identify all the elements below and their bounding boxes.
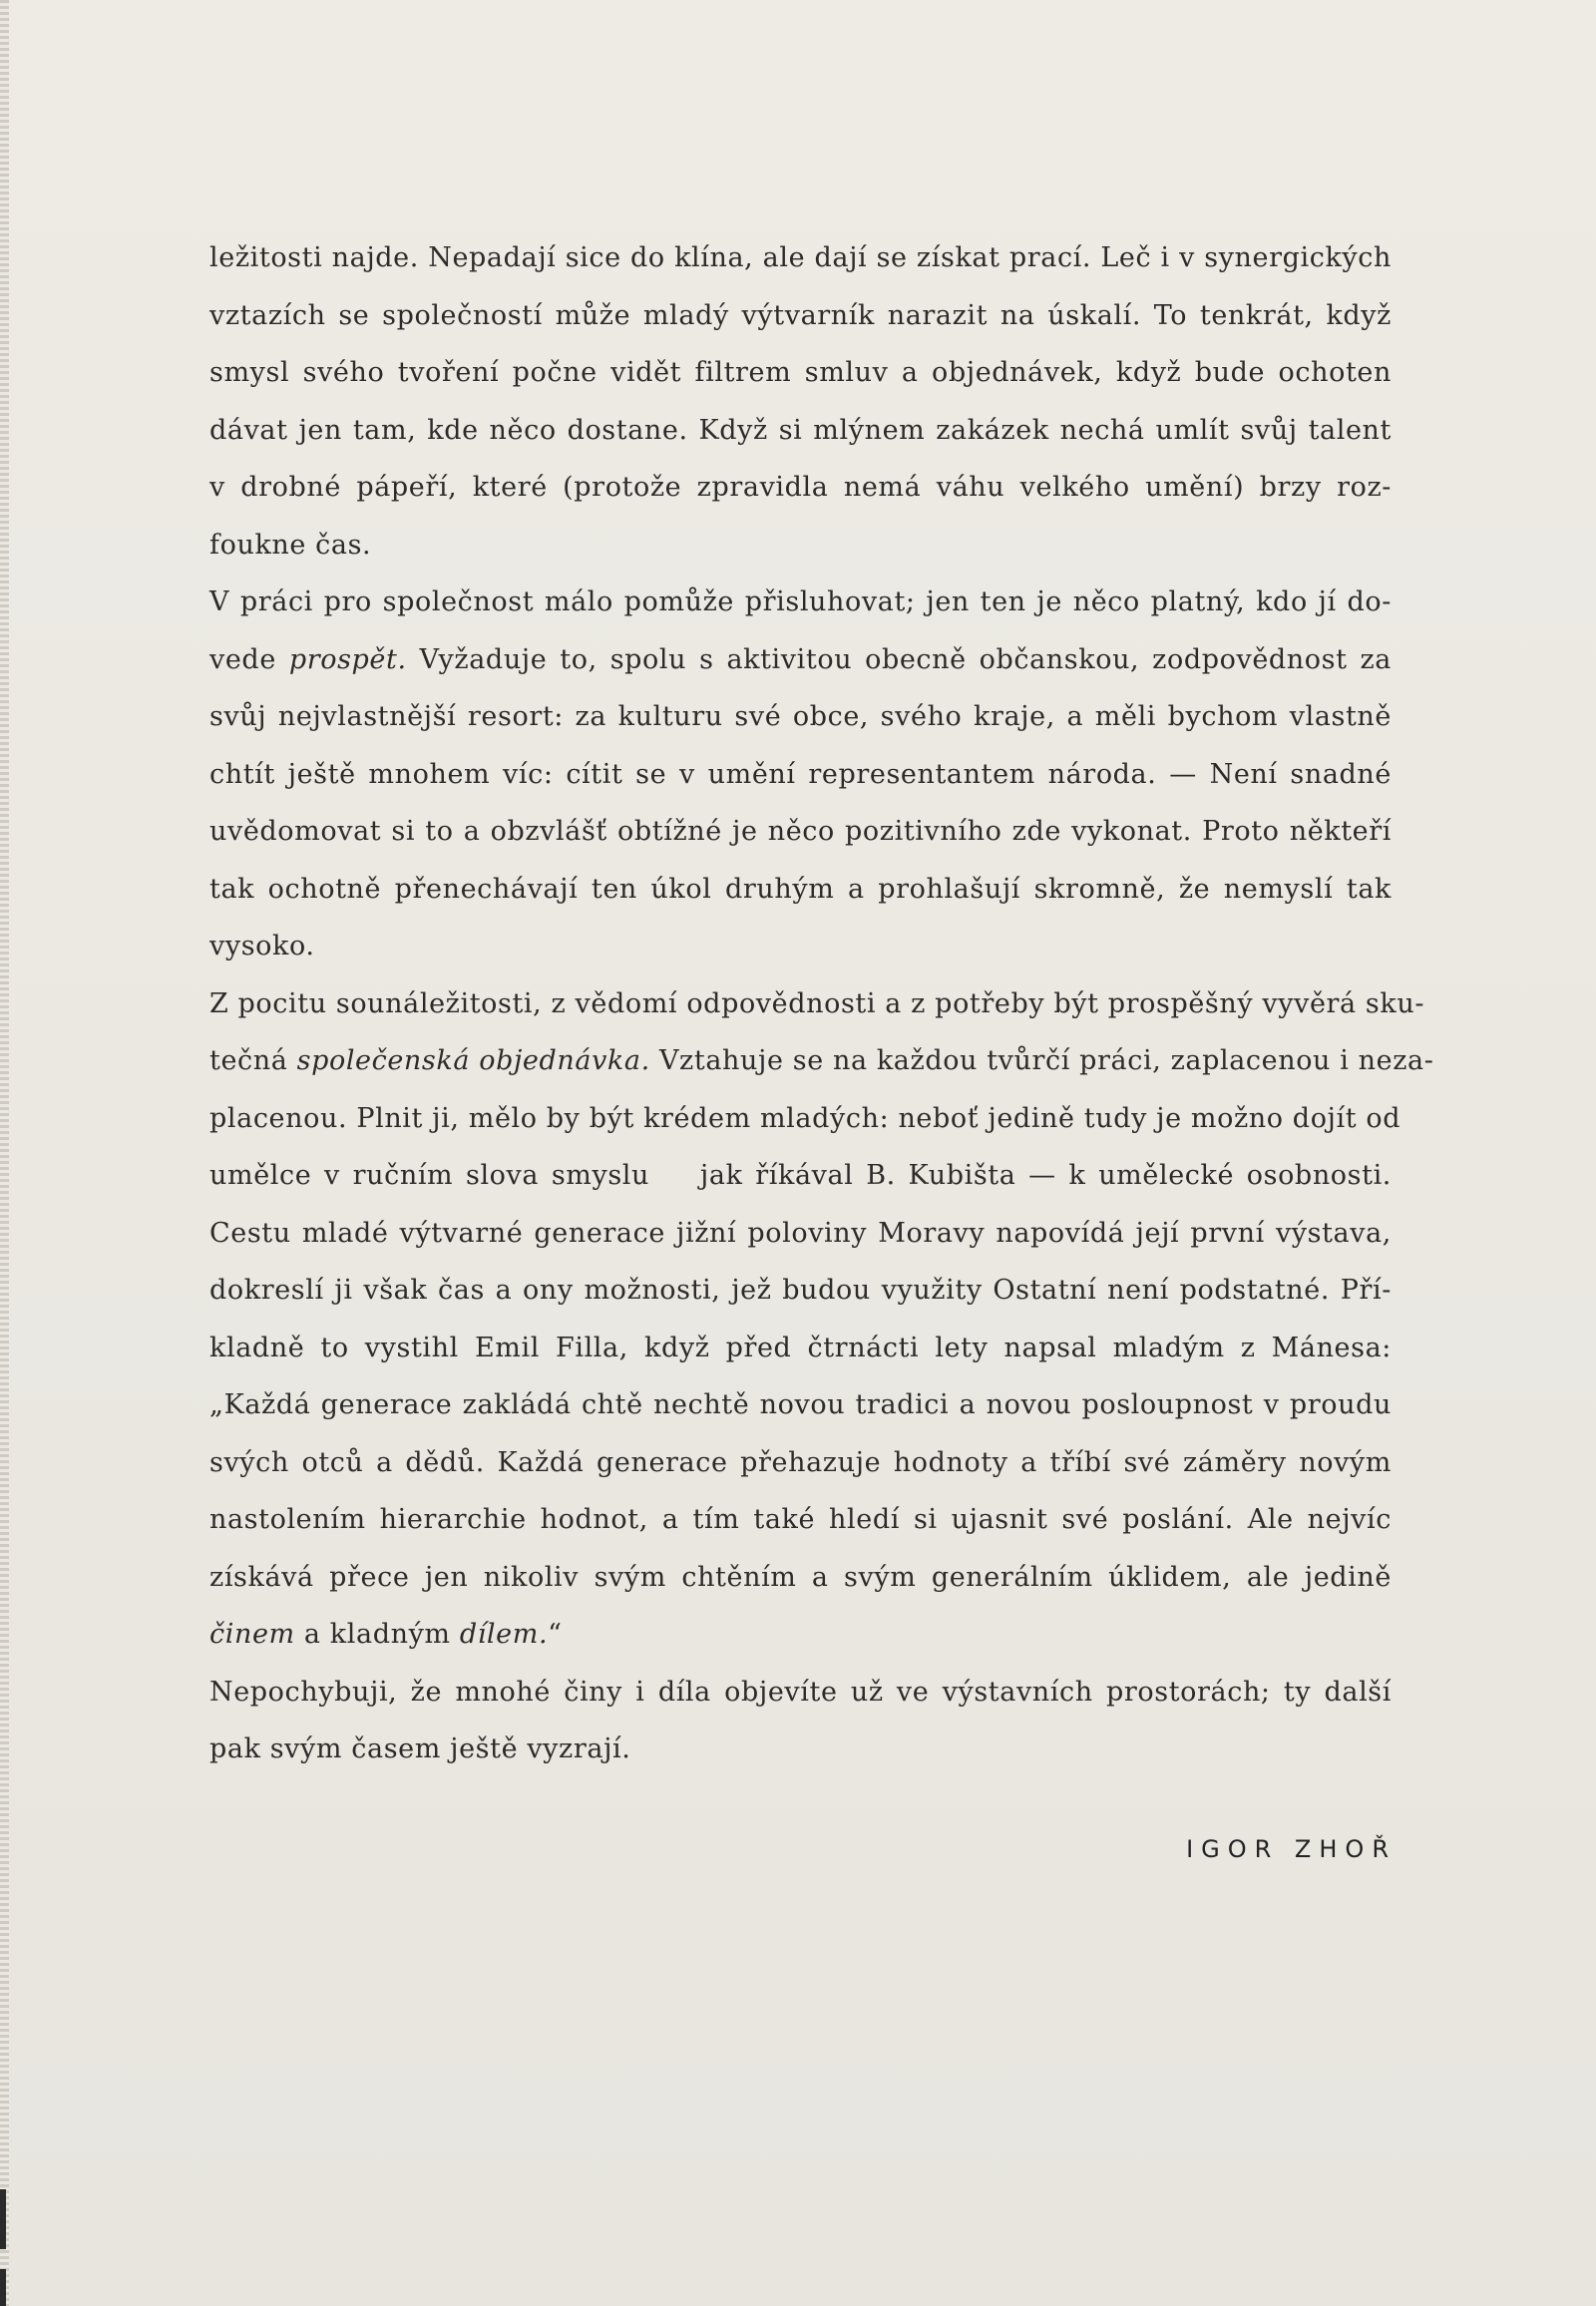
text-segment: Z pocitu sounáležitosti, z vědomí odpovědnosti a z potřeby být prospěšný vyvěrá sku- — [209, 987, 1425, 1019]
text-line — [209, 229, 1392, 287]
text-line — [209, 574, 1392, 631]
paragraph — [209, 1664, 1392, 1778]
paragraph — [209, 229, 1392, 574]
text-segment: dokreslí ji však čas a ony možnosti, jež budou využity Ostatní není podstatné. Pří- — [209, 1275, 1392, 1306]
text-segment: umělce v ručním slova smyslu jak říkával B. Kubišta — k umělecké osobnosti. — [209, 1160, 1392, 1191]
text-segment: Nepochybuji, že mnohé činy i díla objevíte už ve výstavních prostorách; ty další — [209, 1676, 1392, 1708]
text-segment: ležitosti najde. Nepadají sice do klína, ale dají se získat prací. Leč i v synergických — [209, 242, 1392, 273]
text-segment: “ — [548, 1619, 563, 1650]
page-edge — [0, 0, 9, 2306]
italic-text: dílem. — [459, 1619, 549, 1650]
text-line — [209, 402, 1392, 460]
text-line — [209, 344, 1392, 402]
text-segment: získává přece jen nikoliv svým chtěním a svým generálním úklidem, ale jedině — [209, 1561, 1392, 1593]
text-line — [209, 1664, 1392, 1722]
text-line — [209, 459, 1392, 517]
text-segment: placenou. Plnit ji, mělo by být krédem mladých: neboť jedině tudy je možno dojít od — [209, 1102, 1401, 1134]
text-segment: smysl svého tvoření počne vidět filtrem smluv a objednávek, když bude ochoten — [209, 357, 1392, 388]
paragraph — [209, 574, 1392, 975]
paragraph — [209, 975, 1434, 1664]
article-body — [209, 229, 1434, 1778]
italic-text: prospět. — [288, 643, 407, 675]
text-segment: nastolením hierarchie hodnot, a tím také hledí si ujasnit své poslání. Ale nejvíc — [209, 1504, 1392, 1535]
text-line — [209, 1205, 1392, 1263]
text-line — [209, 688, 1392, 746]
text-segment: Cestu mladé výtvarné generace jižní poloviny Moravy napovídá její první výstava, — [209, 1217, 1392, 1249]
text-line — [209, 1434, 1392, 1492]
text-segment: tečná — [209, 1045, 297, 1076]
text-line — [209, 1320, 1392, 1377]
text-segment: V práci pro společnost málo pomůže přisluhovat; jen ten je něco platný, kdo jí do- — [209, 586, 1392, 617]
text-line — [209, 861, 1392, 919]
text-segment: Vztahuje se na každou tvůrčí práci, zaplacenou i neza- — [649, 1045, 1434, 1076]
text-line — [209, 1147, 1392, 1205]
text-line — [209, 1032, 1434, 1090]
text-line — [209, 975, 1425, 1033]
author-signature: IGOR ZHOŘ — [1186, 1835, 1396, 1863]
binding-mark — [0, 2189, 6, 2249]
text-line — [209, 1090, 1401, 1148]
text-line — [209, 287, 1392, 345]
text-segment: foukne čas. — [209, 529, 372, 561]
text-line — [209, 517, 1392, 575]
text-line — [209, 918, 1392, 975]
text-segment: uvědomovat si to a obzvlášť obtížné je něco pozitivního zde vykonat. Proto někteří — [209, 816, 1392, 847]
italic-text: společenská objednávka. — [296, 1045, 650, 1076]
text-segment: Vyžaduje to, spolu s aktivitou obecně občanskou, zodpovědnost za — [406, 643, 1392, 675]
text-line — [209, 746, 1392, 804]
text-line — [209, 1721, 1392, 1778]
text-segment: vztazích se společností může mladý výtvarník narazit na úskalí. To tenkrát, když — [209, 299, 1392, 331]
text-segment: a kladným — [294, 1619, 460, 1650]
text-line — [209, 1491, 1392, 1549]
text-segment: „Každá generace zakládá chtě nechtě novou tradici a novou posloupnost v proudu — [209, 1389, 1392, 1420]
text-segment: kladně to vystihl Emil Filla, když před čtrnácti lety napsal mladým z Mánesa: — [209, 1332, 1392, 1363]
text-line — [209, 1376, 1392, 1434]
text-segment: tak ochotně přenechávají ten úkol druhým a prohlašují skromně, že nemyslí tak — [209, 873, 1392, 905]
text-segment: dávat jen tam, kde něco dostane. Když si mlýnem zakázek nechá umlít svůj talent — [209, 414, 1392, 446]
text-segment: svůj nejvlastnější resort: za kulturu své obce, svého kraje, a měli bychom vlastně — [209, 701, 1392, 732]
text-line — [209, 1262, 1392, 1320]
text-segment: chtít ještě mnohem víc: cítit se v umění representantem národa. — Není snadné — [209, 758, 1392, 790]
text-segment: svých otců a dědů. Každá generace přehazuje hodnoty a tříbí své záměry novým — [209, 1446, 1392, 1478]
italic-text: činem — [209, 1619, 295, 1650]
text-segment: vede — [209, 643, 289, 675]
binding-mark — [0, 2269, 6, 2306]
text-line — [209, 1606, 1392, 1664]
text-segment: v drobné pápeří, které (protože zpravidla nemá váhu velkého umění) brzy roz- — [209, 472, 1392, 503]
text-segment: vysoko. — [209, 931, 315, 961]
text-line — [209, 631, 1392, 689]
text-line — [209, 803, 1392, 861]
text-segment: pak svým časem ještě vyzrají. — [209, 1733, 631, 1764]
text-line — [209, 1549, 1392, 1607]
